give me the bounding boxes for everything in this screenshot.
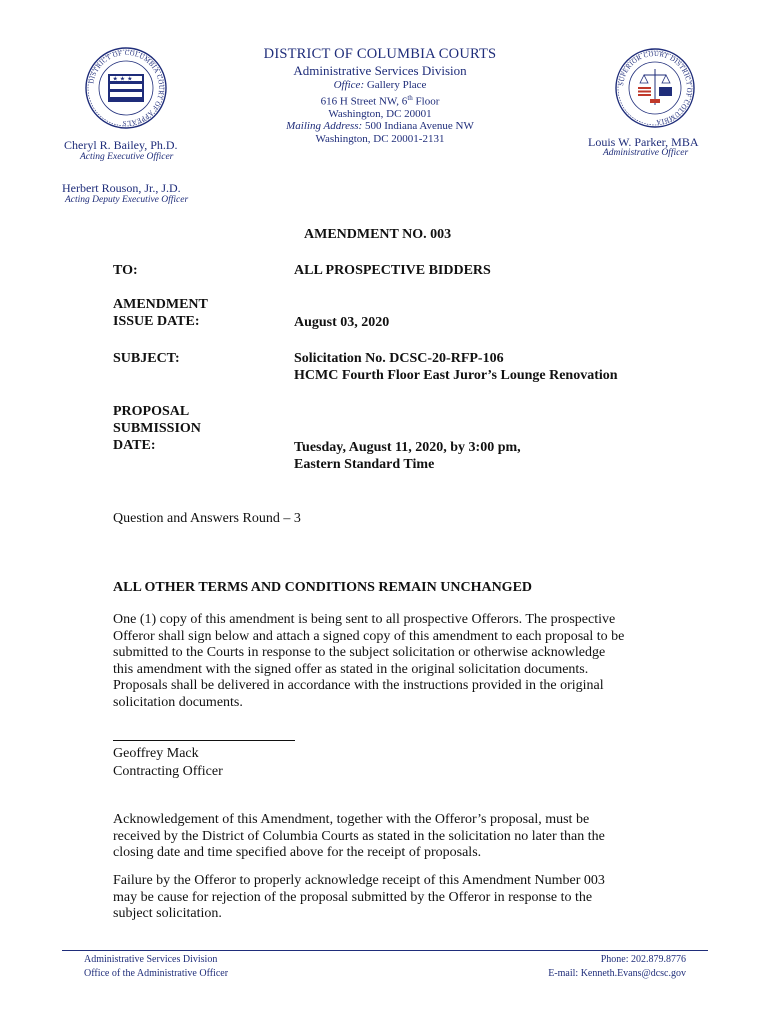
issue-date-label [113, 296, 208, 330]
footer-right [480, 953, 686, 981]
paragraph-line: solicitation documents. [113, 694, 243, 710]
city-line-1: Washington, DC 20001 [328, 107, 432, 120]
street-sup: th [407, 93, 413, 102]
footer-office: Office of the Administrative Officer [84, 968, 229, 979]
division-name: Administrative Services Division [293, 63, 467, 78]
official-title-deputy: Acting Deputy Executive Officer [65, 195, 189, 205]
issue-label-line2: ISSUE DATE: [113, 314, 200, 329]
svg-text:DISTRICT OF COLUMBIA COURT OF: DISTRICT OF COLUMBIA COURT OF APPEALS [88, 49, 165, 127]
svg-text:SUPERIOR COURT DISTRICT OF COL: SUPERIOR COURT DISTRICT OF COLUMBIA [618, 50, 693, 126]
proposal-label-line1: PROPOSAL [113, 404, 190, 419]
subject-label: SUBJECT: [113, 351, 180, 366]
mailing-value: 500 Indiana Avenue NW [364, 120, 474, 133]
signer-block [113, 745, 673, 781]
superior-court-seal [614, 47, 696, 129]
footer-divider [62, 950, 708, 951]
street-line [230, 92, 530, 108]
paragraph-line: submitted to the Courts in response to the subject solicitation or otherwise acknowledge [113, 645, 606, 660]
proposal-date-label [113, 403, 201, 454]
failure-paragraph [113, 873, 673, 923]
footer-division: Administrative Services Division [84, 954, 218, 965]
qa-round: Question and Answers Round – 3 [113, 511, 301, 526]
paragraph-line: may be cause for rejection of the proposal submitted by the Offeror in response to the [113, 889, 593, 905]
paragraph-line: Failure by the Offeror to properly acknowledge receipt of this Amendment Number 003 [113, 873, 605, 888]
to-label: TO: [113, 263, 138, 278]
paragraph-line: received by the District of Columbia Courts as stated in the solicitation no later than the [113, 828, 605, 844]
paragraph-line: Acknowledgement of this Amendment, together with the Offeror’s proposal, must be [113, 812, 590, 827]
proposal-timezone: Eastern Standard Time [294, 457, 435, 472]
paragraph-line: One (1) copy of this amendment is being sent to all prospective Offerors. The prospective [113, 612, 616, 627]
mailing-label: Mailing Address: [286, 120, 363, 133]
paragraph-line: Proposals shall be delivered in accordance with the instructions provided in the original [113, 678, 604, 693]
footer-phone: Phone: 202.879.8776 [600, 954, 686, 965]
project-name: HCMC Fourth Floor East Juror’s Lounge Renovation [294, 368, 618, 383]
paragraph-line: subject solicitation. [113, 906, 222, 921]
letterhead [230, 46, 530, 145]
proposal-label-line3: DATE: [113, 438, 156, 453]
street-text: 616 H Street NW, 6 [320, 95, 408, 108]
footer-email: E-mail: Kenneth.Evans@dcsc.gov [548, 968, 686, 979]
subject-value [294, 350, 618, 384]
mailing-line [230, 120, 530, 133]
proposal-deadline: Tuesday, August 11, 2020, by 3:00 pm, [294, 440, 521, 455]
office-label: Office: [333, 79, 365, 91]
city-line-2: Washington, DC 20001-2131 [315, 132, 445, 145]
office-value: Gallery Place [366, 79, 427, 91]
svg-text:★ ★ ★: ★ ★ ★ [112, 75, 133, 83]
paragraph-line: this amendment with the signed offer as stated in the original solicitation documents. [113, 661, 589, 677]
instructions-paragraph [113, 612, 673, 711]
signer-name: Geoffrey Mack [113, 746, 199, 761]
footer-left [84, 953, 228, 981]
official-name-left: Cheryl R. Bailey, Ph.D. [64, 138, 178, 152]
office-line [230, 79, 530, 92]
street-floor: Floor [412, 95, 440, 108]
amendment-title: AMENDMENT NO. 003 [304, 227, 452, 242]
official-title-right: Administrative Officer [603, 148, 689, 158]
paragraph-line: closing date and time specified above for the receipt of proposals. [113, 845, 482, 860]
issue-label-line1: AMENDMENT [113, 297, 208, 312]
signer-title: Contracting Officer [113, 764, 223, 779]
official-name-deputy: Herbert Rouson, Jr., J.D. [62, 181, 181, 195]
paragraph-line: Offeror shall sign below and attach a signed copy of this amendment to each proposal to be [113, 628, 625, 644]
official-title-left: Acting Executive Officer [80, 152, 174, 162]
acknowledgement-paragraph [113, 812, 673, 862]
court-name: DISTRICT OF COLUMBIA COURTS [263, 46, 497, 62]
terms-heading: ALL OTHER TERMS AND CONDITIONS REMAIN UNCHANGED [113, 580, 533, 595]
solicitation-number: Solicitation No. DCSC-20-RFP-106 [294, 351, 504, 366]
to-value: ALL PROSPECTIVE BIDDERS [294, 263, 491, 278]
issue-date-value: August 03, 2020 [294, 315, 390, 330]
court-of-appeals-seal [84, 46, 168, 130]
official-name-right: Louis W. Parker, MBA [588, 135, 699, 149]
proposal-label-line2: SUBMISSION [113, 421, 201, 436]
proposal-date-value [294, 439, 521, 473]
signature-line [113, 740, 295, 741]
